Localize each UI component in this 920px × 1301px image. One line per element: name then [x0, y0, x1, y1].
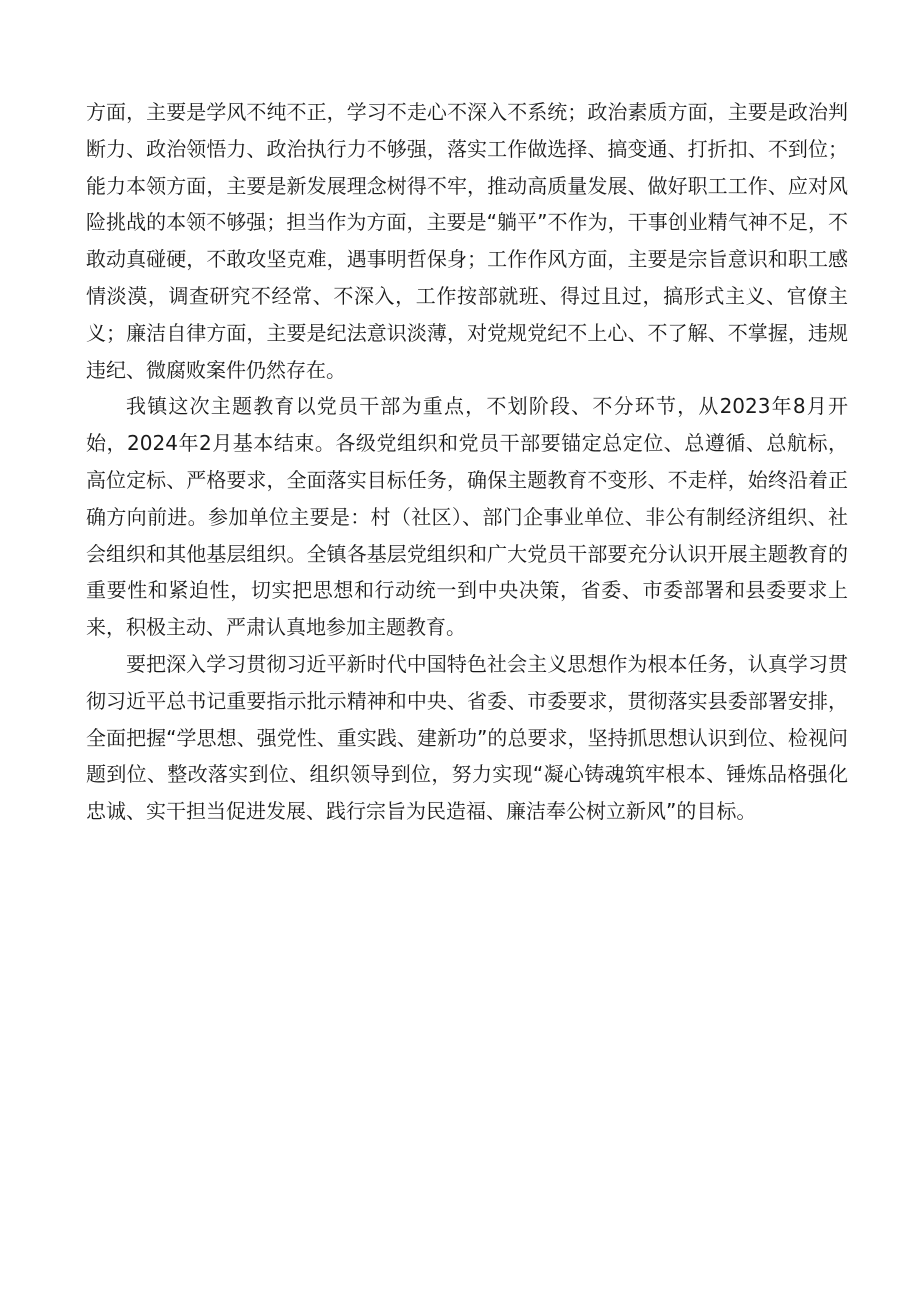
paragraph: 要把深入学习贯彻习近平新时代中国特色社会主义思想作为根本任务，认真学习贯彻习近平总书记重要指示批示精神和中央、省委、市委要求，贯彻落实县委部署安排，全面把握“学思想、强党性、重实践、建新功”的总要求，坚持抓思想认识到位、检视问题到位、整改落实到位、组织领导到位，努力实现“凝心铸魂筑牢根本、锤炼品格强化忠诚、实干担当促进发展、践行宗旨为民造福、廉洁奉公树立新风”的目标。	[86, 651, 848, 824]
document-body	[86, 94, 848, 830]
paragraph: 我镇这次主题教育以党员干部为重点，不划阶段、不分环节，从2023年8月开始，2024年2月基本结束。各级党组织和党员干部要锚定总定位、总遵循、总航标，高位定标、严格要求，全面落实目标任务，确保主题教育不变形、不走样，始终沿着正确方向前进。参加单位主要是：村（社区）、部门企事业单位、非公有制经济组织、社会组织和其他基层组织。全镇各基层党组织和广大党员干部要充分认识开展主题教育的重要性和紧迫性，切实把思想和行动统一到中央决策，省委、市委部署和县委要求上来，积极主动、严肃认真地参加主题教育。	[86, 394, 848, 640]
paragraph-continued: 方面，主要是学风不纯不正，学习不走心不深入不系统；政治素质方面，主要是政治判断力、政治领悟力、政治执行力不够强，落实工作做选择、搞变通、打折扣、不到位；能力本领方面，主要是新发展理念树得不牢，推动高质量发展、做好职工工作、应对风险挑战的本领不够强；担当作为方面，主要是“躺平”不作为，干事创业精气神不足，不敢动真碰硬，不敢攻坚克难，遇事明哲保身；工作作风方面，主要是宗旨意识和职工感情淡漠，调查研究不经常、不深入，工作按部就班、得过且过，搞形式主义、官僚主义；廉洁自律方面，主要是纪法意识淡薄，对党规党纪不上心、不了解、不掌握，违规违纪、微腐败案件仍然存在。	[86, 100, 848, 382]
